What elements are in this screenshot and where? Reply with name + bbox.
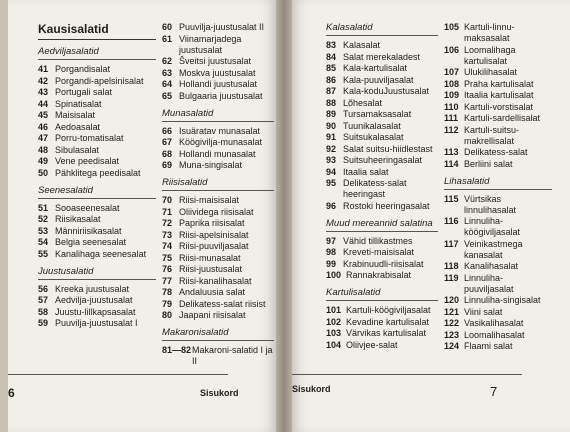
recipe-title: Maisisalat [55,110,96,120]
recipe-number: 50 [38,167,49,178]
recipe-title: Kreveti-maisisalat [343,247,415,257]
recipe-number: 97 [326,235,337,246]
section-heading: Makaronisalatid [162,327,274,341]
recipe-number: 102 [326,316,342,327]
right-page [292,0,570,432]
recipe-title: Jaapani riisisalat [179,310,246,320]
recipe-title: Riisi-apelsinisalat [179,229,249,240]
toc-entry [162,160,274,171]
recipe-title: Loomalihaga kartulisalat [464,44,516,66]
book-gutter [276,0,292,432]
toc-entry [326,86,438,97]
recipe-title: Porgandisalat [55,64,111,74]
recipe-number: 121 [444,306,460,317]
toc-entry [444,79,552,90]
recipe-title: Isuäratav munasalat [179,125,261,136]
recipe-title: Kanalihasalat [464,261,519,271]
toc-entry [444,273,552,295]
recipe-title: Riisi-puuviljasalat [179,241,249,251]
recipe-title: Männiriisikasalat [55,225,122,236]
recipe-number: 123 [444,329,460,340]
recipe-number: 87 [326,86,337,96]
toc-entry [38,110,156,121]
toc-entry [162,241,274,252]
toc-entry [38,76,156,87]
toc-entry [326,155,438,166]
recipe-title: Linnuliha-puuviljasalat [464,272,514,294]
toc-entry [38,122,156,133]
recipe-number: 55 [38,248,49,259]
recipe-number: 99 [326,258,337,269]
section-heading: Lihasalatid [444,176,552,190]
recipe-number: 53 [38,225,49,236]
recipe-number: 72 [162,218,173,228]
toc-entry [162,276,274,287]
toc-entry [162,126,274,137]
toc-entry [162,22,274,33]
toc-entry [326,98,438,109]
section-heading: Kalasalatid [326,22,438,36]
recipe-title: Viini salat [464,306,503,317]
recipe-number: 108 [444,78,460,89]
recipe-number: 60 [162,22,173,32]
recipe-number: 58 [38,306,49,317]
recipe-number: 48 [38,144,49,155]
toc-entry [444,341,552,352]
recipe-title: Juustu-lillkapsasalat [55,306,136,317]
recipe-title: Oliividega riisisalat [179,206,254,217]
recipe-number: 116 [444,216,459,226]
recipe-title: Vähid tillikastmes [343,235,413,246]
recipe-number: 100 [326,270,342,280]
recipe-number: 76 [162,264,173,274]
toc-entry [162,230,274,241]
toc-entry [162,34,274,56]
toc-entry [38,145,156,156]
recipe-title: Portugali salat [55,87,113,97]
footer-rule [292,374,522,375]
recipe-title: Vürtsikas linnulihasalat [464,193,517,215]
recipe-title: Kanalihaga seenesalat [55,248,147,259]
recipe-number: 62 [162,56,173,66]
recipe-title: Delikatess-salat riisist [179,298,266,309]
toc-entry [444,67,552,78]
toc-entry [444,239,552,261]
recipe-number: 90 [326,120,337,131]
toc-entry [162,253,274,264]
recipe-title: Kalasalat [343,40,381,50]
recipe-number: 78 [162,287,173,297]
recipe-number: 57 [38,295,49,305]
recipe-number: 114 [444,158,459,169]
recipe-number: 119 [444,272,459,283]
recipe-title: Riisi-maisisalat [179,195,240,205]
recipe-title: Šveitsi juustusalat [179,56,252,66]
recipe-number: 83 [326,40,337,50]
toc-entry [444,216,552,238]
section-heading: Seenesalatid [38,185,156,199]
recipe-number: 67 [162,137,173,147]
toc-entry [326,201,438,212]
recipe-number: 104 [326,339,342,350]
recipe-number: 101 [326,305,342,315]
recipe-title: Makaroni-salatid I ja II [192,345,273,366]
recipe-title: Andaluusia salat [179,287,246,297]
recipe-number: 74 [162,241,173,251]
recipe-number: 42 [38,75,49,86]
page-number: 6 [8,386,15,400]
recipe-number: 84 [326,51,337,62]
toc-entry [326,247,438,258]
toc-entry [444,102,552,113]
toc-entry [326,178,438,200]
recipe-number: 73 [162,229,173,240]
recipe-number: 95 [326,178,337,188]
toc-entry [326,270,438,281]
recipe-number: 124 [444,341,460,351]
recipe-title: Praha kartulisalat [464,78,534,89]
recipe-number: 88 [326,97,337,108]
recipe-title: Sooaseenesalat [55,202,120,213]
recipe-title: Bulgaaria juustusalat [179,90,263,101]
footer-rule [8,374,228,375]
recipe-number: 94 [326,166,337,177]
recipe-number: 75 [162,252,173,263]
toc-entry [38,295,156,306]
left-column-2 [162,22,274,368]
recipe-number: 89 [326,109,337,119]
recipe-title: Paprika riisisalat [179,218,245,228]
recipe-number: 118 [444,261,459,271]
recipe-number: 117 [444,238,459,249]
recipe-title: Tuunikalasalat [343,120,401,131]
toc-entry [162,345,274,367]
toc-entry [38,99,156,110]
recipe-title: Puuvilja-juustusalat II [179,22,265,32]
recipe-number: 65 [162,90,173,101]
recipe-title: Oliivjee-salat [346,339,398,350]
toc-entry [326,236,438,247]
recipe-title: Köögivilja-munasalat [179,137,263,147]
recipe-number: 66 [162,125,173,136]
recipe-title: Linnuliha-köögiviljasalat [464,216,521,237]
toc-entry [326,259,438,270]
left-column-1 [38,22,156,368]
toc-entry [444,147,552,158]
toc-entry [38,156,156,167]
toc-entry [326,132,438,143]
toc-entry [38,214,156,225]
toc-entry [326,144,438,155]
toc-entry [38,237,156,248]
recipe-title: Rannakrabisalat [346,270,412,280]
toc-entry [444,307,552,318]
recipe-title: Kartuli-vorstisalat [464,101,534,112]
toc-entry [38,64,156,75]
recipe-number: 98 [326,247,337,257]
recipe-number: 86 [326,74,337,85]
recipe-number: 93 [326,155,337,165]
toc-entry [326,40,438,51]
toc-entry [326,340,438,351]
recipe-title: Salat suitsu-hiidlestast [343,143,433,154]
recipe-number: 112 [444,124,459,135]
toc-entry [326,305,438,316]
right-column-1 [326,22,438,353]
recipe-title: Riisi-munasalat [179,252,241,263]
recipe-number: 107 [444,67,460,77]
recipe-title: Kala-koduJuustusalat [343,86,430,96]
toc-entry [444,22,552,44]
recipe-title: Delikatess-salat heeringast [343,178,407,199]
recipe-number: 79 [162,298,173,309]
recipe-title: Suitsukalasalat [343,132,404,142]
recipe-title: Riisi-juustusalat [179,264,243,274]
recipe-number: 115 [444,193,459,204]
section-heading: Aedviljasalatid [38,46,156,60]
recipe-title: Lõhesalat [343,97,383,108]
section-heading: Kartulisalatid [326,287,438,301]
toc-entry [38,203,156,214]
recipe-title: Kala-kartulisalat [343,63,408,73]
recipe-title: Sibulasalat [55,144,100,155]
recipe-title: Belgia seenesalat [55,237,127,247]
recipe-number: 71 [162,206,173,217]
footer-label: Sisukord [292,384,331,394]
toc-entry [162,68,274,79]
section-heading: Muud mereannid salatina [326,218,438,232]
toc-entry [162,218,274,229]
toc-entry [162,79,274,90]
recipe-number: 63 [162,67,173,78]
recipe-title: Kreeka juustusalat [55,283,130,294]
recipe-title: Porru-tomatisalat [55,133,124,143]
recipe-number: 49 [38,156,49,166]
recipe-title: Muna-singisalat [179,160,243,170]
toc-entry [38,226,156,237]
recipe-number: 54 [38,237,49,247]
toc-entry [162,207,274,218]
toc-entry [326,75,438,86]
toc-entry [444,45,552,67]
recipe-title: Kartuli-köögiviljasalat [346,305,431,315]
section-heading: Munasalatid [162,108,274,122]
recipe-title: Kala-puuviljasalat [343,74,414,85]
recipe-number: 110 [444,101,459,112]
toc-entry [162,195,274,206]
toc-entry [162,299,274,310]
recipe-title: Riisikasalat [55,214,101,224]
recipe-number: 113 [444,147,459,157]
toc-entry [326,121,438,132]
recipe-number: 56 [38,283,49,294]
recipe-number: 69 [162,160,173,170]
recipe-title: Veinikastmega kanasalat [464,238,523,260]
recipe-title: Moskva juustusalat [179,67,256,78]
recipe-number: 91 [326,132,337,142]
recipe-number: 44 [38,98,49,109]
toc-entry [162,137,274,148]
recipe-title: Vasikalihasalat [464,318,524,328]
toc-entry [326,63,438,74]
toc-entry [444,295,552,306]
toc-entry [162,310,274,321]
toc-entry [444,90,552,101]
recipe-title: Flaami salat [464,341,513,351]
toc-entry [162,264,274,275]
recipe-title: Salat merekaladest [343,51,421,62]
recipe-title: Hollandi munasalat [179,148,256,159]
recipe-number: 111 [444,113,459,123]
recipe-title: Ulukilihasalat [464,67,518,77]
toc-entry [38,87,156,98]
recipe-number: 51 [38,202,49,213]
recipe-title: Kartuli-linnu-maksasalat [464,22,515,43]
recipe-title: Itaalia kartulisalat [464,90,534,100]
recipe-number: 77 [162,275,173,286]
toc-entry [326,167,438,178]
recipe-title: Krabinuudli-riisisalat [343,258,424,269]
toc-entry [444,330,552,341]
recipe-title: Loomalihasalat [464,329,525,340]
recipe-number: 120 [444,295,460,305]
recipe-title: Rostoki heeringasalat [343,200,430,211]
toc-entry [38,307,156,318]
recipe-number: 45 [38,110,49,120]
toc-entry [444,318,552,329]
recipe-number: 106 [444,44,460,55]
toc-entry [444,261,552,272]
recipe-number: 105 [444,22,460,32]
recipe-title: Vene peedisalat [55,156,120,166]
recipe-number: 80 [162,310,173,320]
recipe-title: Aedvilja-juustusalat [55,295,133,305]
page-number: 7 [490,384,498,399]
toc-entry [326,328,438,339]
toc-entry [444,125,552,147]
recipe-title: Viinamarjadega juustusalat [179,33,242,55]
footer-label: Sisukord [200,388,239,398]
recipe-title: Spinatisalat [55,98,102,109]
recipe-number: 64 [162,79,173,89]
recipe-title: Puuvilja-juustusalat I [55,318,138,328]
toc-entry [162,56,274,67]
recipe-number: 43 [38,87,49,97]
toc-entry [38,318,156,329]
recipe-number: 103 [326,328,342,338]
recipe-number: 46 [38,121,49,132]
recipe-title: Kartuli-suitsu-makrellisalat [464,124,520,146]
recipe-number: 47 [38,133,49,143]
recipe-number: 61 [162,33,173,44]
toc-entry [444,194,552,216]
recipe-number: 68 [162,148,173,159]
recipe-number: 41 [38,64,49,74]
recipe-title: Aedoasalat [55,121,101,132]
toc-entry [38,168,156,179]
recipe-title: Itaalia salat [343,166,389,177]
recipe-title: Berliini salat [464,158,513,169]
recipe-number: 70 [162,195,173,205]
page-title: Kausisalatid [38,22,156,40]
toc-entry [326,317,438,328]
recipe-number: 85 [326,63,337,73]
recipe-number: 109 [444,90,460,100]
right-footer [292,372,570,432]
toc-entry [162,91,274,102]
recipe-title: Värvikas kartulisalat [346,328,427,338]
toc-entry [326,52,438,63]
toc-entry [38,133,156,144]
recipe-number: 81—82 [162,345,192,355]
section-heading: Riisisalatid [162,177,274,191]
recipe-title: Hollandi juustusalat [179,79,258,89]
recipe-number: 122 [444,318,460,328]
recipe-title: Riisi-kanalihasalat [179,275,252,286]
recipe-title: Kevadine kartulisalat [346,316,430,327]
toc-entry [326,109,438,120]
toc-entry [444,113,552,124]
toc-entry [162,287,274,298]
toc-entry [444,159,552,170]
recipe-title: Porgandi-apelsinisalat [55,75,144,86]
recipe-title: Delikatess-salat [464,147,528,157]
left-footer [8,372,276,432]
left-page [8,0,276,432]
recipe-title: Tursamaksasalat [343,109,412,119]
toc-entry [38,249,156,260]
toc-entry [162,149,274,160]
recipe-number: 96 [326,200,337,211]
recipe-title: Pähklitega peedisalat [55,167,141,178]
toc-entry [38,284,156,295]
recipe-title: Suitsuheeringasalat [343,155,423,165]
recipe-title: Kartuli-sardellisalat [464,113,541,123]
right-column-2 [444,22,552,353]
recipe-number: 52 [38,214,49,224]
recipe-number: 59 [38,318,49,328]
recipe-number: 92 [326,143,337,154]
section-heading: Juustusalatid [38,266,156,280]
recipe-title: Linnuliha-singisalat [464,295,541,305]
